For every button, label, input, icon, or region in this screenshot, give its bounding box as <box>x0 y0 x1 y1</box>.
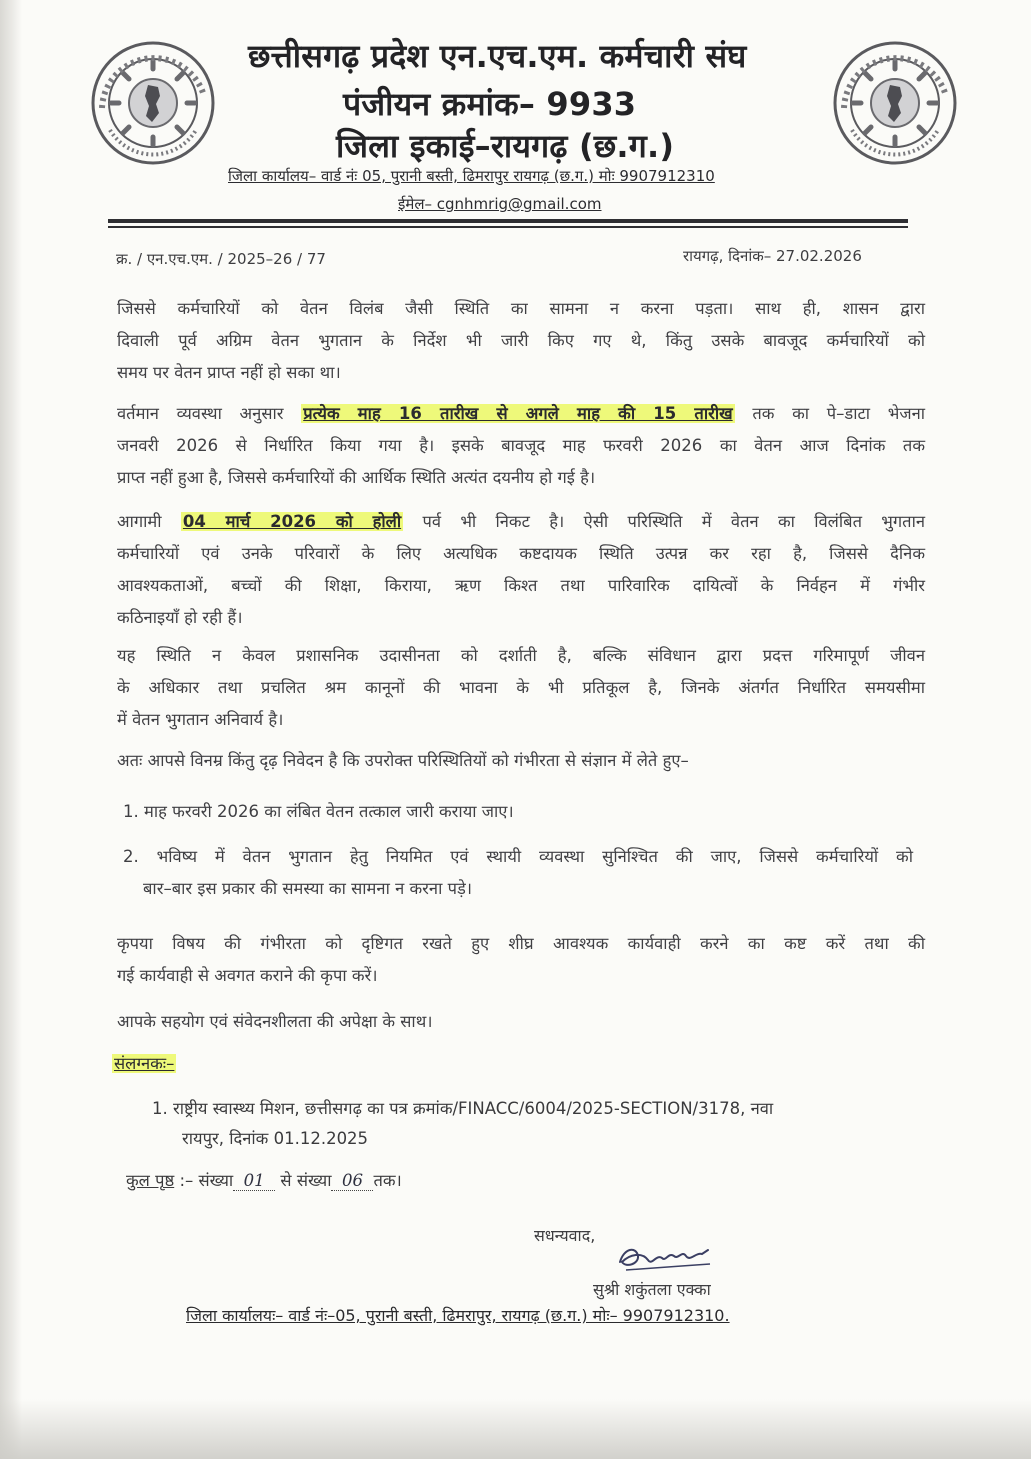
enclosure-heading <box>112 1050 176 1078</box>
text-run: तक का पे–डाटा भेजना <box>752 404 926 423</box>
demand-line: बार–बार इस प्रकार की समस्या का सामना न करना पड़े। <box>143 879 473 898</box>
paragraph-line: दिवाली पूर्व अग्रिम वेतन भुगतान के निर्देश भी जारी किए गए थे, किंतु उसके बावजूद कर्मचारियों को <box>117 331 925 350</box>
text-run: आगामी <box>117 512 162 531</box>
demand-line: 2. भविष्य में वेतन भुगतान हेतु नियमित एवं स्थायी व्यवस्था सुनिश्चित की जाए, जिससे कर्मचारियों को <box>123 847 913 866</box>
paragraph-line: समय पर वेतन प्राप्त नहीं हो सका था। <box>117 363 341 382</box>
handwritten-page-to: 06 <box>331 1171 373 1191</box>
paragraph-line <box>117 398 925 430</box>
paragraph-line: जिससे कर्मचारियों को वेतन विलंब जैसी स्थिति का सामना न करना पड़ता। साथ ही, शासन द्वारा <box>117 299 925 318</box>
enclosure-item-1 <box>152 1094 773 1154</box>
total-pages-mid: से संख्या <box>280 1171 332 1190</box>
email-address: ईमेल– cgnhmrig@gmail.com <box>398 195 602 213</box>
paragraph-line: जनवरी 2026 से निर्धारित किया गया है। इसके बावजूद माह फरवरी 2026 का वेतन आज दिनांक तक <box>117 436 925 455</box>
text-run: पर्व भी निकट है। ऐसी परिस्थिति में वेतन का विलंबित भुगतान <box>422 512 926 531</box>
total-pages-end: तक। <box>373 1171 402 1190</box>
page-fold-shadow <box>0 0 22 1459</box>
signatory-name: सुश्री शकुंतला एक्का <box>593 1280 711 1299</box>
letter-reference-number: क्र. / एन.एच.एम. / 2025–26 / 77 <box>116 250 326 268</box>
demand-item-1 <box>123 796 923 828</box>
org-name: छत्तीसगढ़ प्रदेश एन.एच.एम. कर्मचारी संघ <box>248 37 747 75</box>
paragraph-3 <box>117 506 925 634</box>
handwritten-signature-icon <box>612 1240 722 1280</box>
enclosure-line: रायपुर, दिनांक 01.12.2025 <box>182 1129 369 1148</box>
page-bottom-shadow <box>0 1399 1031 1459</box>
registration-number: पंजीयन क्रमांक– 9933 <box>343 85 637 123</box>
district-unit: जिला इकाई–रायगढ़ (छ.ग.) <box>336 127 675 165</box>
paragraph-line: यह स्थिति न केवल प्रशासनिक उदासीनता को दर्शाती है, बल्कि संविधान द्वारा प्रदत्त गरिमापूर्ण जीवन <box>117 646 925 665</box>
union-seal-icon <box>88 38 218 168</box>
total-pages-line <box>126 1168 402 1191</box>
handwritten-page-from: 01 <box>233 1171 275 1191</box>
paragraph-line: गई कार्यवाही से अवगत कराने की कृपा करें। <box>117 966 378 985</box>
paragraph-line: कठिनाइयाँ हो रही हैं। <box>117 608 243 627</box>
paragraph-line: कृपया विषय की गंभीरता को दृष्टिगत रखते हुए शीघ्र आवश्यक कार्यवाही करने का कष्ट करें तथा की <box>117 934 925 953</box>
demand-line: 1. माह फरवरी 2026 का लंबित वेतन तत्काल जारी कराया जाए। <box>123 802 514 821</box>
highlighted-pay-period: प्रत्येक माह 16 तारीख से अगले माह की 15 तारीख <box>303 404 733 423</box>
total-pages-label: कुल पृष्ठ <box>126 1171 175 1190</box>
paragraph-7 <box>117 1006 925 1038</box>
paragraph-2 <box>117 398 925 494</box>
paragraph-line: आवश्यकताओं, बच्चों की शिक्षा, किराया, ऋण किश्त तथा पारिवारिक दायित्वों के निर्वहन में गंभीर <box>117 576 925 595</box>
paragraph-line: आपके सहयोग एवं संवेदनशीलता की अपेक्षा के साथ। <box>117 1012 433 1031</box>
paragraph-line: अतः आपसे विनम्र किंतु दृढ़ निवेदन है कि उपरोक्त परिस्थितियों को गंभीरता से संज्ञान में लेते हुए– <box>117 751 689 770</box>
closing-thanks: सधन्यवाद, <box>534 1226 596 1245</box>
letter-place-date: रायगढ़, दिनांक– 27.02.2026 <box>683 247 862 265</box>
paragraph-line: प्राप्त नहीं हुआ है, जिससे कर्मचारियों की आर्थिक स्थिति अत्यंत दयनीय हो गई है। <box>117 468 596 487</box>
paragraph-line <box>117 506 925 538</box>
enclosure-line: 1. राष्ट्रीय स्वास्थ्य मिशन, छत्तीसगढ़ का पत्र क्रमांक/FINACC/6004/2025-SECTION/3178, नवा <box>152 1099 774 1118</box>
paragraph-line: के अधिकार तथा प्रचलित श्रम कानूनों की भावना के भी प्रतिकूल है, जिनके अंतर्गत निर्धारित समयसीमा <box>117 678 925 697</box>
footer-office-address: जिला कार्यालयः– वार्ड नंः–05, पुरानी बस्ती, ढिमरापुर, रायगढ़ (छ.ग.) मोः– 9907912310. <box>186 1306 730 1325</box>
total-pages-text: :– संख्या <box>179 1171 234 1190</box>
enclosure-label: संलग्नकः– <box>114 1054 175 1073</box>
highlighted-holi-date: 04 मार्च 2026 को होली <box>182 512 402 531</box>
paragraph-6 <box>117 928 925 992</box>
paragraph-4 <box>117 640 925 736</box>
header-rule-thin <box>108 226 908 228</box>
office-address: जिला कार्यालय– वार्ड नंः 05, पुरानी बस्ती, ढिमरापुर रायगढ़ (छ.ग.) मोः 9907912310 <box>228 167 715 185</box>
demand-item-2 <box>123 841 913 905</box>
text-run: वर्तमान व्यवस्था अनुसार <box>117 404 284 423</box>
union-seal-icon <box>830 38 960 168</box>
header-rule <box>108 219 908 223</box>
paragraph-1 <box>117 293 925 389</box>
paragraph-line: कर्मचारियों एवं उनके परिवारों के लिए अत्यधिक कष्टदायक स्थिति उत्पन्न कर रहा है, जिससे दैनिक <box>117 544 925 563</box>
paragraph-request <box>117 745 925 777</box>
paragraph-line: में वेतन भुगतान अनिवार्य है। <box>117 710 284 729</box>
